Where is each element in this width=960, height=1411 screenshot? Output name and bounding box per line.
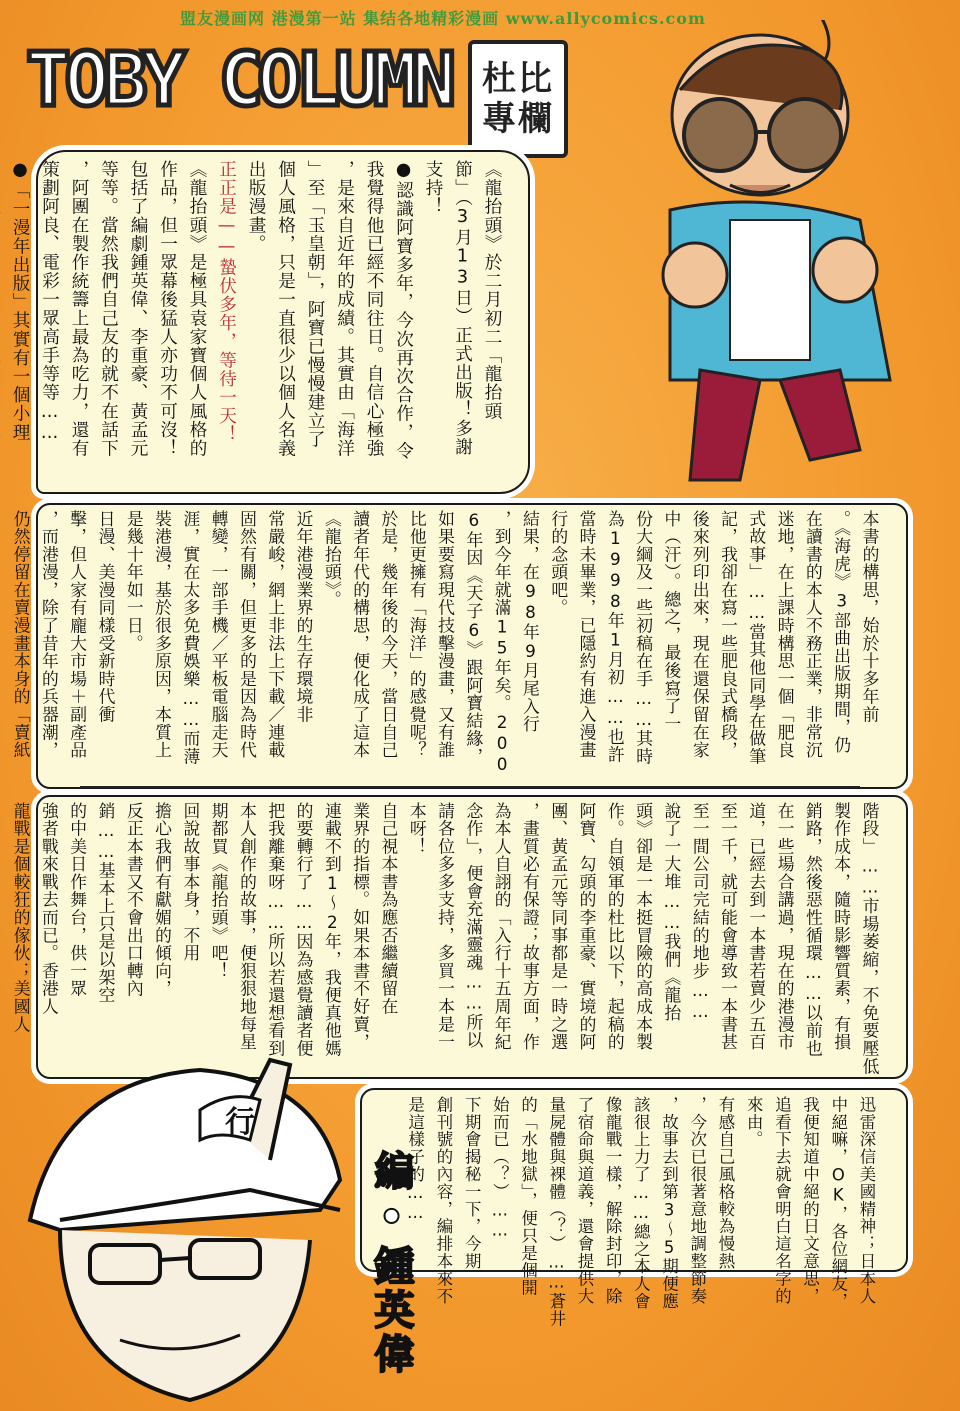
highlight-line: 正正是——蟄伏多年，等待一天！ xyxy=(216,160,237,444)
editor-sign-text: 行 xyxy=(225,1105,255,1140)
toby-caricature-illustration xyxy=(610,20,940,490)
text-line: 節」（3月13日）正式出版！多謝 xyxy=(452,160,473,456)
text-line: 來由。 xyxy=(744,1096,764,1149)
text-line: 是幾十年如一日。 xyxy=(124,510,145,653)
text-line: 迷地，在上課時構思一個「肥良 xyxy=(775,510,796,760)
text-line: 反正本書又不會出口轉內 xyxy=(124,802,145,998)
text-line: 裝港漫，基於很多原因，本質上 xyxy=(152,510,173,760)
text-line: 像龍戰一樣，解除封印，除 xyxy=(603,1096,623,1305)
text-line: 下期會揭秘一下，今期 xyxy=(462,1096,482,1270)
text-line: 說了一大堆……我們《龍抬 xyxy=(661,802,682,1022)
text-line: 結果，在98年9月尾入行 xyxy=(520,510,541,734)
text-line: 至一千，就可能會導致一本書甚 xyxy=(718,802,739,1052)
text-line: 道，已經去到一本書若賣少五百 xyxy=(746,802,767,1052)
text-line: ，到今年就滿15年矣。200 xyxy=(492,510,513,776)
text-line: 記，我卻在寫一些肥良式橋段， xyxy=(718,510,739,760)
text-line: 迅雷深信美國精神；日本人 xyxy=(857,1096,876,1305)
text-line: 龍戰是個較狂的傢伙；美國人 xyxy=(11,802,32,1034)
text-line: 個人風格，只是一直很少以個人名義 xyxy=(275,160,296,458)
text-line: 《龍抬頭》於二月初二「龍抬頭 xyxy=(482,160,502,421)
badge-line1: 杜比 xyxy=(482,59,554,99)
text-line: 包括了編劇鍾英偉、李重豪、黃孟元 xyxy=(128,160,148,458)
logo-title: TOBY COLUMN xyxy=(26,37,451,123)
text-line: 的要轉行了……因為感覺讀者便 xyxy=(294,802,315,1058)
text-line: 。《海虎》3部曲出版期間，仍 xyxy=(831,510,852,754)
text-line: ，故事去到第3～5期便應 xyxy=(659,1096,679,1310)
text-line: 是這樣子的…… xyxy=(405,1096,425,1223)
text-line: 量屍體與裸體（？）……蒼井 xyxy=(546,1096,566,1328)
text-line: 6年因《天子6》跟阿寶結緣， xyxy=(463,510,484,766)
text-line: 的「水地獄」，便只是個開 xyxy=(518,1096,538,1297)
editor-column-text-1 xyxy=(11,510,884,778)
text-line: 本呀！ xyxy=(407,802,428,856)
section-divider xyxy=(80,786,860,788)
text-line: 我便知道中絕的日文意思， xyxy=(800,1096,820,1305)
text-line: 作品，但一眾幕後猛人亦功不可沒！ xyxy=(157,160,178,458)
text-line: 擊，但人家有龐大市場＋副產品 xyxy=(67,510,88,760)
text-line: 轉變，一部手機／平板電腦走天 xyxy=(209,510,230,760)
text-line: 仍然停留在賣漫畫本身的「賣紙 xyxy=(11,510,32,760)
text-line: 於是，幾年後的今天，當日自己 xyxy=(378,510,399,760)
text-line: 銷路，然後惡性循環……以前也 xyxy=(803,802,824,1058)
text-line: 後來列印出來，現在還保留在家 xyxy=(690,510,711,760)
text-line: 追看下去就會明白這名字的 xyxy=(772,1096,792,1305)
text-line: 比他更擁有「海洋」的感覺呢？ xyxy=(407,510,428,760)
text-line: 讀者年代的構思，便化成了這本 xyxy=(350,510,371,760)
logo-badge xyxy=(468,40,568,158)
text-line: 始而已（？）…… xyxy=(490,1096,510,1241)
text-line: ，阿團在製作統籌上最為吃力，還有 xyxy=(69,160,89,458)
text-line: 至一間公司完結的地步…… xyxy=(690,802,711,1022)
text-line: 涯，實在太多免費娛樂……而薄 xyxy=(180,510,201,766)
text-line: 份大綱及一些初稿在手……其時 xyxy=(633,510,654,766)
text-line: 頭》卻是一本挺冒險的高成本製 xyxy=(633,802,654,1052)
text-line: 在讀書的本人不務正業，非常沉 xyxy=(803,510,824,760)
text-line: 固然有關，但更多的是因為時代 xyxy=(237,510,258,760)
text-line: 《龍抬頭》是極具袁家寶個人風格的 xyxy=(187,160,207,458)
text-line: 銷……基本上只是以架空 xyxy=(95,802,116,1005)
text-line: 當時未畢業，已隱約有進入漫畫 xyxy=(577,510,598,760)
editor-portrait-illustration xyxy=(20,1040,360,1411)
text-line: 了宿命與道義，還會提供大 xyxy=(574,1096,594,1305)
text-line: 在一些場合講過，現在的港漫市 xyxy=(775,802,796,1052)
text-line: 中（汗）。總之，最後寫了一 xyxy=(661,510,682,733)
text-line: 創刊號的內容，編排本來不 xyxy=(433,1096,453,1305)
text-line: 業界的指標。如果本書不好賣， xyxy=(350,802,371,1052)
text-line: 我覺得他已經不同往日。自信心極強 xyxy=(364,160,384,458)
text-line: 把我離棄呀……所以若還想看到 xyxy=(265,802,286,1058)
text-line: 近年港漫業界的生存環境非 xyxy=(294,510,315,724)
text-line: 的中美日作舞台，供一眾 xyxy=(67,802,88,998)
text-line: ，而港漫，除了昔年的兵器潮， xyxy=(39,510,60,760)
text-line: 念作」，便會充滿靈魂……所以 xyxy=(463,802,484,1050)
text-line: 本書的構思，始於十多年前 xyxy=(860,510,880,724)
text-line: 式故事」……當其他同學在做筆 xyxy=(746,510,767,766)
text-line: 該很上力了……總之本人會 xyxy=(631,1096,651,1310)
editor-byline: 編•鍾英偉 xyxy=(368,1150,415,1377)
text-line: 阿寶、勾頭的李重豪、實境的阿 xyxy=(577,802,598,1052)
text-line: 為本人自詡的「入行十五周年紀 xyxy=(492,802,513,1052)
text-line: 請各位多多支持，多買一本是一 xyxy=(435,802,456,1052)
text-line: 出版漫畫。 xyxy=(246,160,266,253)
badge-line2: 專欄 xyxy=(482,99,554,139)
text-line: 作。自領軍的杜比以下，起稿的 xyxy=(605,802,626,1052)
text-line: 日漫、美漫同樣受新時代衝 xyxy=(95,510,116,724)
text-line: 有感自己風格較為慢熱 xyxy=(715,1096,735,1270)
text-line: 強者戰來戰去而已。香港人 xyxy=(39,802,60,1016)
text-line: ●「一漫年出版」其實有一個小理 xyxy=(10,160,30,442)
editor-column-text-2 xyxy=(11,802,884,1076)
column-logo xyxy=(26,20,456,140)
text-line: 擔心我們有獻媚的傾向， xyxy=(152,802,173,998)
text-line: 連載不到1～2年，我便真他媽 xyxy=(322,802,343,1058)
text-line: 策劃阿良、電彩一眾高手等等…… xyxy=(39,160,60,444)
text-line: 回說故事本身，不用 xyxy=(180,802,201,963)
intro-column-text xyxy=(10,160,506,480)
text-line: 常嚴峻，網上非法上下載／連載 xyxy=(265,510,286,760)
text-line: 為1998年1月初……也許 xyxy=(605,510,626,764)
text-line: ●認識阿寶多年，今次再次合作，令 xyxy=(393,160,414,460)
text-line: ，畫質必有保證；故事方面，作 xyxy=(520,802,541,1052)
text-line: ，今次已很著意地調整節奏 xyxy=(687,1096,707,1305)
text-line: 本人創作的故事，便狠狠地每星 xyxy=(237,802,258,1052)
text-line: 行的念頭吧。 xyxy=(548,510,569,617)
text-line: 等等。當然我們自己友的就不在話下 xyxy=(98,160,119,458)
text-line: 製作成本，隨時影響質素，有損 xyxy=(831,802,852,1052)
text-line: 中絕嘛，OK，各位網友， xyxy=(828,1096,848,1310)
text-line: 」至「玉皇朝」，阿寶已慢慢建立了 xyxy=(305,160,325,449)
text-line: 支持！ xyxy=(423,160,443,216)
watermark: 盟友漫画网 港漫第一站 集结各地精彩漫画 www.allycomics.com xyxy=(180,9,706,28)
text-line: 自己視本書為應否繼續留在 xyxy=(378,802,399,1016)
text-line xyxy=(0,160,5,480)
text-line: 階段」……市場萎縮，不免要壓低 xyxy=(860,802,880,1076)
text-line: 《龍抬頭》。 xyxy=(322,510,343,609)
text-line: 期都買《龍抬頭》吧！ xyxy=(209,802,230,980)
text-line: ，是來自近年的成績。其實由「海洋 xyxy=(334,160,355,458)
text-line: 如果要寫現代技擊漫畫，又有誰 xyxy=(435,510,456,760)
text-line: 團、黃孟元等同事都是一時之選 xyxy=(548,802,569,1052)
